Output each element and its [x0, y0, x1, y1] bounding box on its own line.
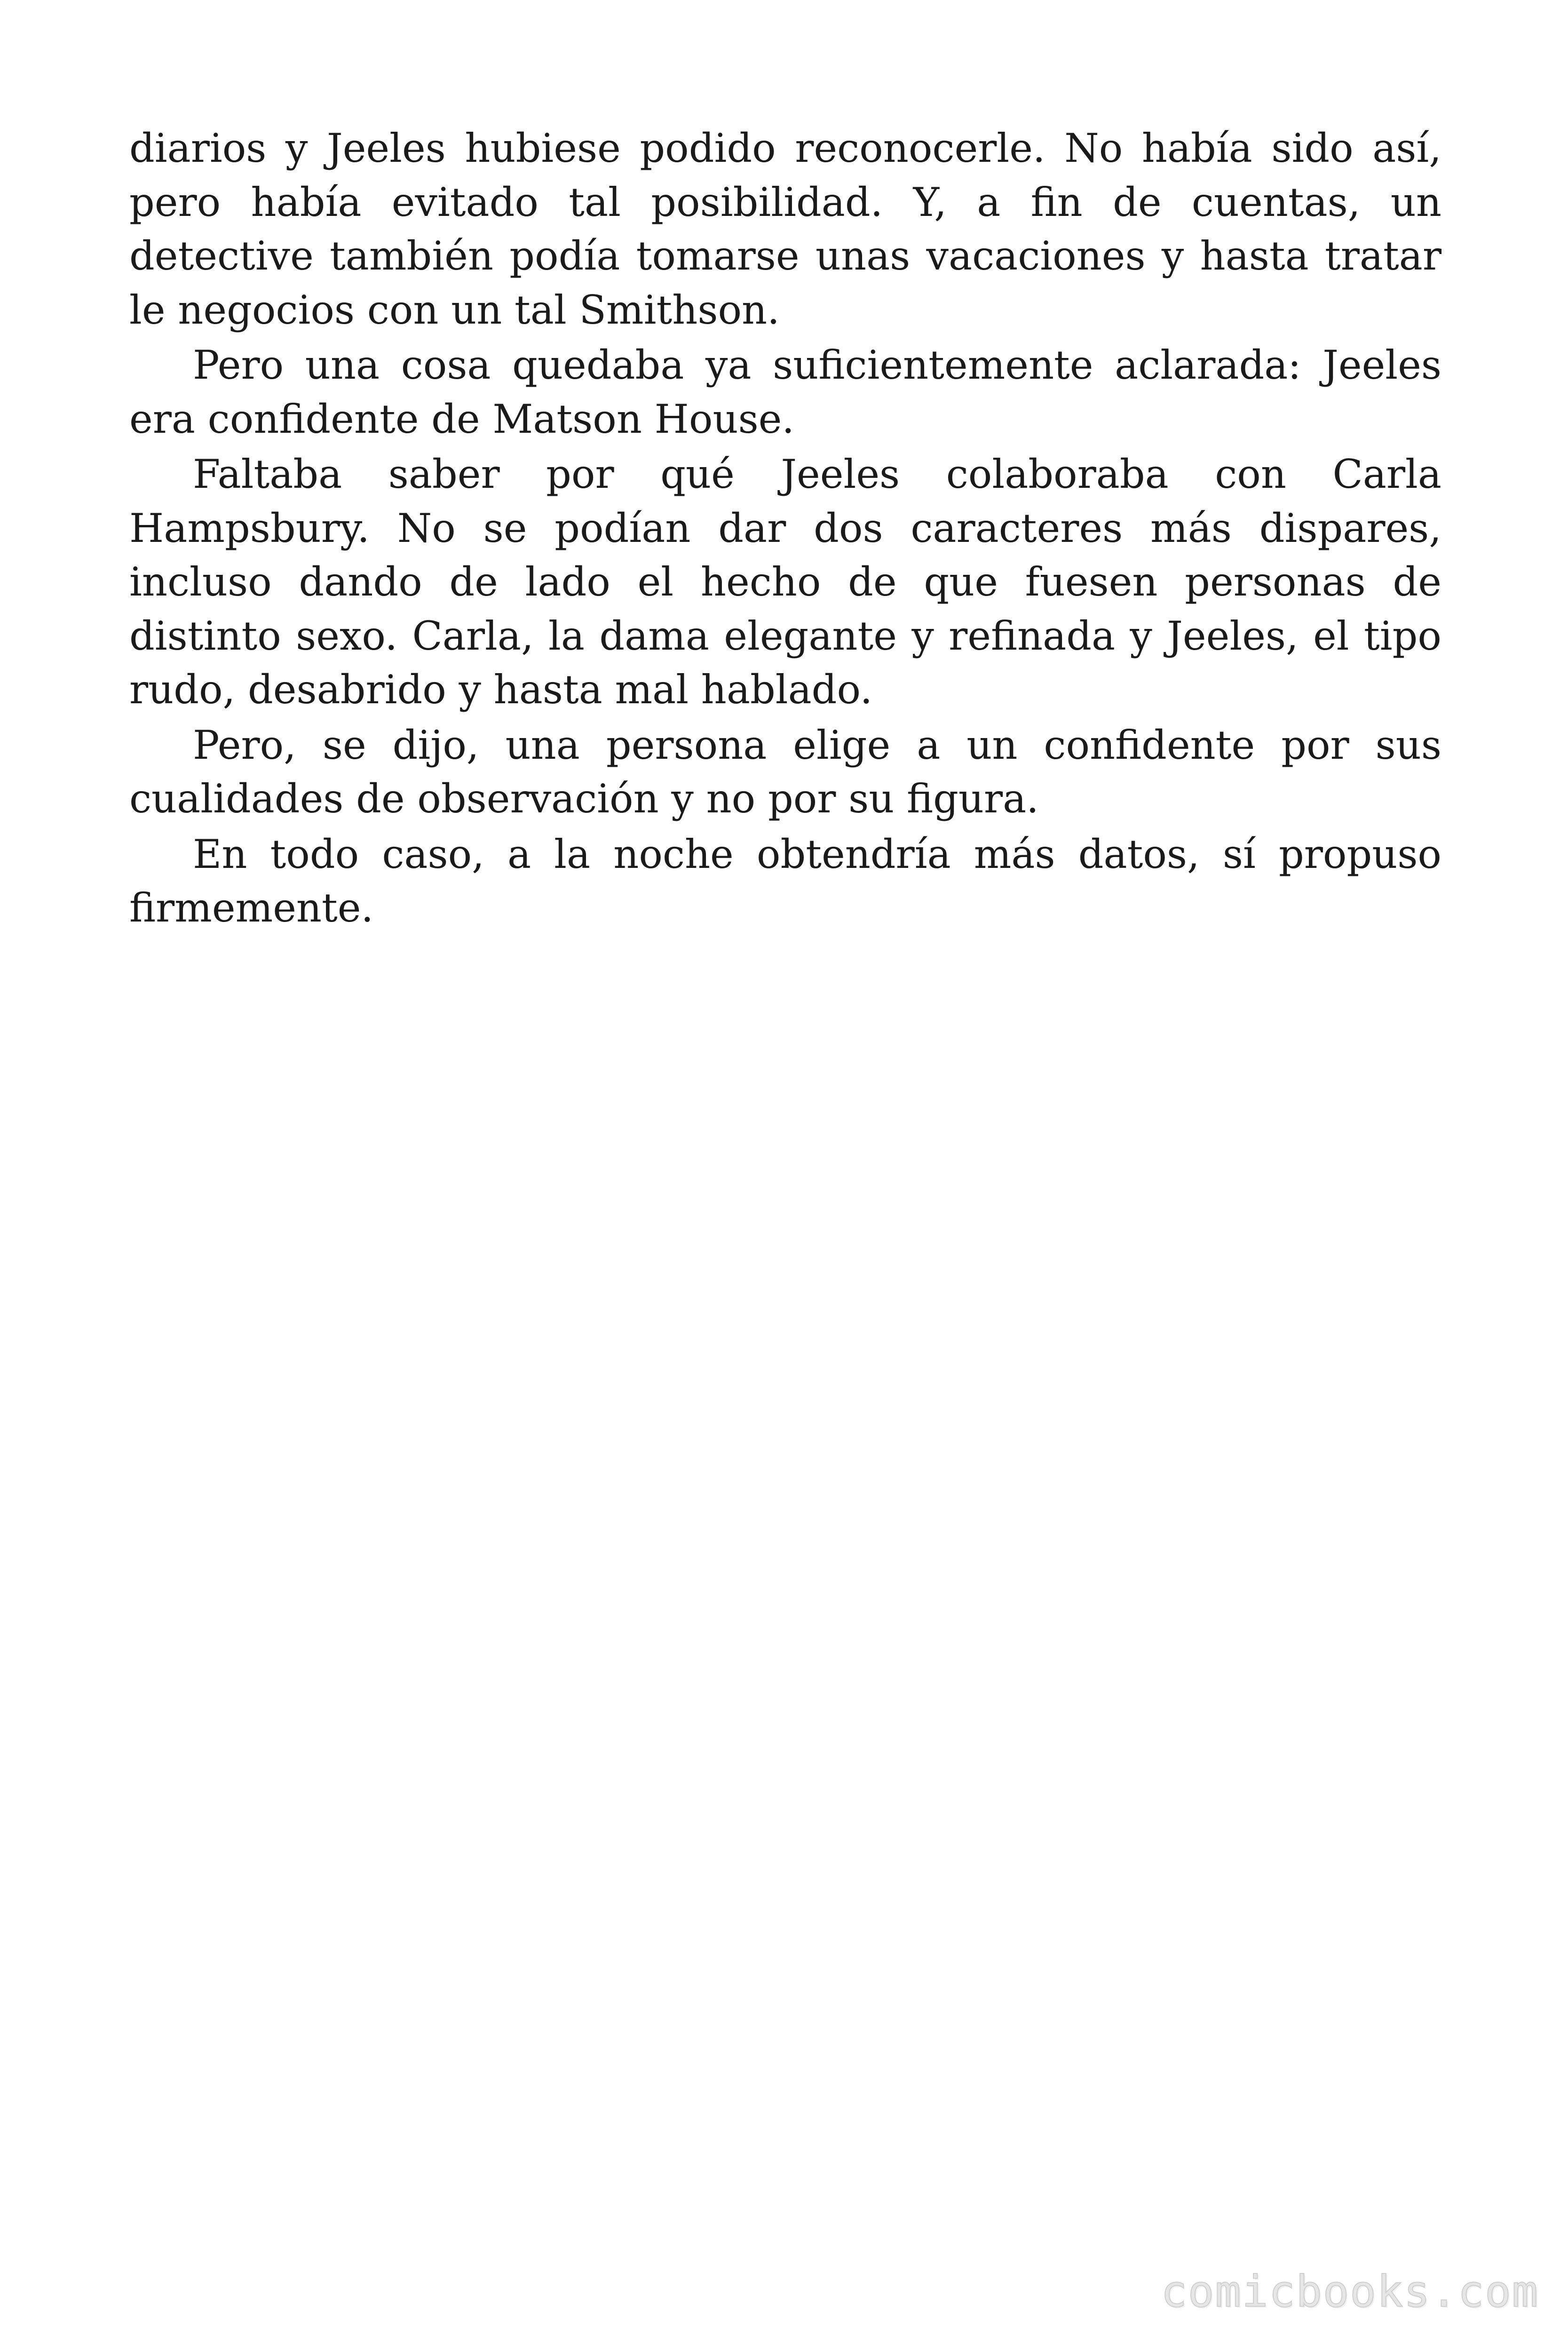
paragraph-continued: diarios y Jeeles hubiese podido reconocerle. No había sido así, pero había evitado tal posibilidad. Y, a fin de cuentas, un detective también podía tomarse unas vacaciones y hasta tratar le negocios con un tal Smithson.	[129, 125, 1441, 333]
watermark: comicbooks.com	[1161, 2266, 1539, 2317]
body-text	[129, 121, 1441, 937]
paragraph: En todo caso, a la noche obtendría más datos, sí propuso firmemente.	[129, 831, 1441, 931]
paragraph: Faltaba saber por qué Jeeles colaboraba con Carla Hampsbury. No se podían dar dos caracteres más dispares, incluso dando de lado el hecho de que fuesen personas de distinto sexo. Carla, la dama elegante y refinada y Jeeles, el tipo rudo, desabrido y hasta mal hablado.	[129, 451, 1441, 713]
paragraph: Pero, se dijo, una persona elige a un confidente por sus cualidades de observación y no por su figura.	[129, 722, 1441, 822]
paragraph: Pero una cosa quedaba ya suficientemente aclarada: Jeeles era confidente de Matson House.	[129, 342, 1441, 442]
